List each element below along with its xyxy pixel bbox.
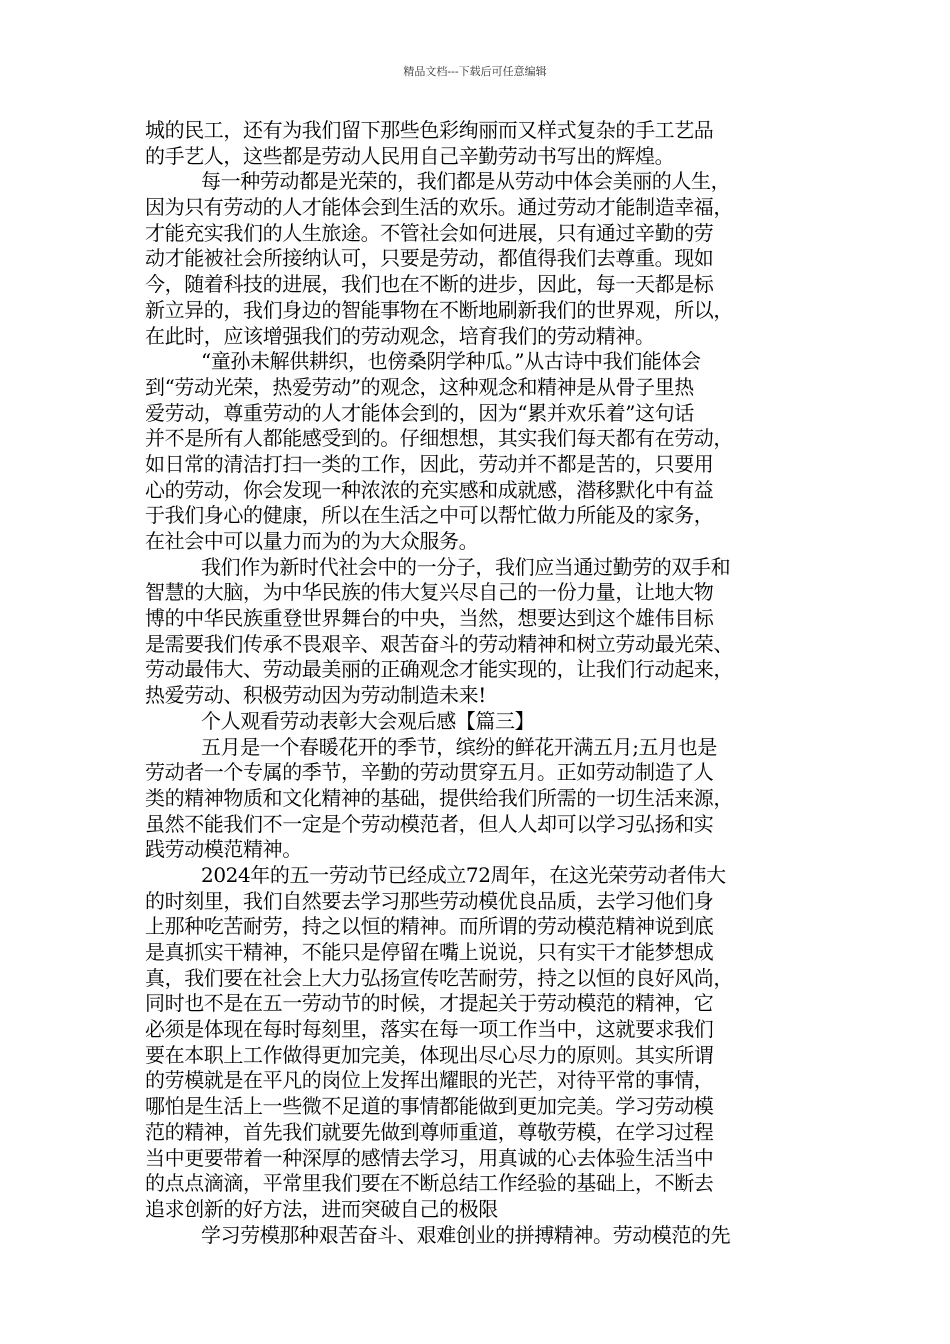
text-line: 的劳模就是在平凡的岗位上发挥出耀眼的光芒，对待平常的事情，	[145, 1068, 714, 1093]
text-line: 热爱劳动、积极劳动因为劳动制造未来!	[145, 683, 486, 708]
text-line: 并不是所有人都能感受到的。仔细想想，其实我们每天都有在劳动，	[145, 426, 733, 451]
page-header: 精品文档---下载后可任意编辑	[403, 65, 547, 78]
paragraph-start: 每一种劳动都是光荣的，我们都是从劳动中体会美丽的人生，	[201, 169, 731, 194]
text-line: 类的精神物质和文化精神的基础，提供给我们所需的一切生活来源，	[145, 785, 733, 810]
text-line: 爱劳动，尊重劳动的人才能体会到的，因为“累并欢乐着”这句话	[145, 400, 694, 425]
text-line: 城的民工，还有为我们留下那些色彩绚丽而又样式复杂的手工艺品	[145, 118, 714, 142]
text-line: 因为只有劳动的人才能体会到生活的欢乐。通过劳动才能制造幸福，	[145, 195, 733, 220]
text-line: 践劳动模范精神。	[145, 837, 302, 862]
text-line: 要在本职上工作做得更加完美，体现出尽心尽力的原则。其实所谓	[145, 1042, 714, 1067]
text-line: 劳动最伟大、劳动最美丽的正确观念才能实现的，让我们行动起来，	[145, 657, 733, 682]
text-line: 今，随着科技的进展，我们也在不断的进步，因此，每一天都是标	[145, 272, 714, 297]
text-line: 是真抓实干精神，不能只是停留在嘴上说说，只有实干才能梦想成	[145, 940, 714, 964]
text-line: 同时也不是在五一劳动节的时候，才提起关于劳动模范的精神，它	[145, 991, 714, 1016]
text-line: 当中更要带着一种深厚的感情去学习，用真诚的心去体验生活当中	[145, 1145, 714, 1170]
text-line: 在此时，应该增强我们的劳动观念，培育我们的劳动精神。	[145, 323, 655, 348]
text-line: 的手艺人，这些都是劳动人民用自己辛勤劳动书写出的辉煌。	[145, 143, 675, 168]
text-line: 如日常的清洁打扫一类的工作，因此，劳动并不都是苦的，只要用	[145, 451, 714, 476]
text-line: 是需要我们传承不畏艰辛、艰苦奋斗的劳动精神和树立劳动最光荣、	[145, 631, 733, 656]
text-line: 到“劳动光荣，热爱劳动”的观念，这种观念和精神是从骨子里热	[145, 374, 694, 399]
text-line: 范的精神，首先我们就要先做到尊师重道，尊敬劳模，在学习过程	[145, 1119, 714, 1144]
text-line: 的时刻里，我们自然要去学习那些劳动模优良品质，去学习他们身	[145, 888, 714, 913]
paragraph-start: 五月是一个春暖花开的季节，缤纷的鲜花开满五月;五月也是	[201, 734, 717, 759]
paragraph-start: 我们作为新时代社会中的一分子，我们应当通过勤劳的双手和	[201, 554, 731, 579]
text-line: 心的劳动，你会发现一种浓浓的充实感和成就感，潜移默化中有益	[145, 477, 714, 502]
text-line: 博的中华民族重登世界舞台的中央，当然，想要达到这个雄伟目标	[145, 606, 714, 631]
document-body	[145, 118, 817, 1248]
text-line: 追求创新的好方法，进而突破自己的极限	[145, 1196, 498, 1221]
text-line: 上那种吃苦耐劳，持之以恒的精神。而所谓的劳动模范精神说到底	[145, 914, 714, 939]
text-line: 的点点滴滴，平常里我们要在不断总结工作经验的基础上，不断去	[145, 1171, 714, 1196]
text-line: 真，我们要在社会上大力弘扬宣传吃苦耐劳，持之以恒的良好风尚，	[145, 965, 733, 990]
paragraph-start: 2024年的五一劳动节已经成立72周年，在这光荣劳动者伟大	[201, 862, 726, 887]
text-line: 劳动者一个专属的季节，辛勤的劳动贯穿五月。正如劳动制造了人	[145, 760, 714, 785]
text-line: 动才能被社会所接纳认可，只要是劳动，都值得我们去尊重。现如	[145, 246, 714, 271]
text-line: 哪怕是生活上一些微不足道的事情都能做到更加完美。学习劳动模	[145, 1094, 714, 1119]
section-heading: 个人观看劳动表彰大会观后感【篇三】	[201, 708, 535, 733]
paragraph-start: “童孙未解供耕织，也傍桑阴学种瓜。”从古诗中我们能体会	[201, 349, 701, 374]
text-line: 才能充实我们的人生旅途。不管社会如何进展，只有通过辛勤的劳	[145, 220, 714, 245]
text-line: 必须是体现在每时每刻里，落实在每一项工作当中，这就要求我们	[145, 1017, 714, 1042]
text-line: 于我们身心的健康，所以在生活之中可以帮忙做力所能及的家务，	[145, 503, 714, 528]
text-line: 虽然不能我们不一定是个劳动模范者，但人人却可以学习弘扬和实	[145, 811, 714, 836]
text-line: 新立异的，我们身边的智能事物在不断地刷新我们的世界观，所以，	[145, 297, 733, 322]
text-line: 智慧的大脑，为中华民族的伟大复兴尽自己的一份力量，让地大物	[145, 580, 714, 605]
paragraph-start: 学习劳模那种艰苦奋斗、艰难创业的拼搏精神。劳动模范的先	[201, 1222, 731, 1247]
text-line: 在社会中可以量力而为的为大众服务。	[145, 529, 479, 553]
